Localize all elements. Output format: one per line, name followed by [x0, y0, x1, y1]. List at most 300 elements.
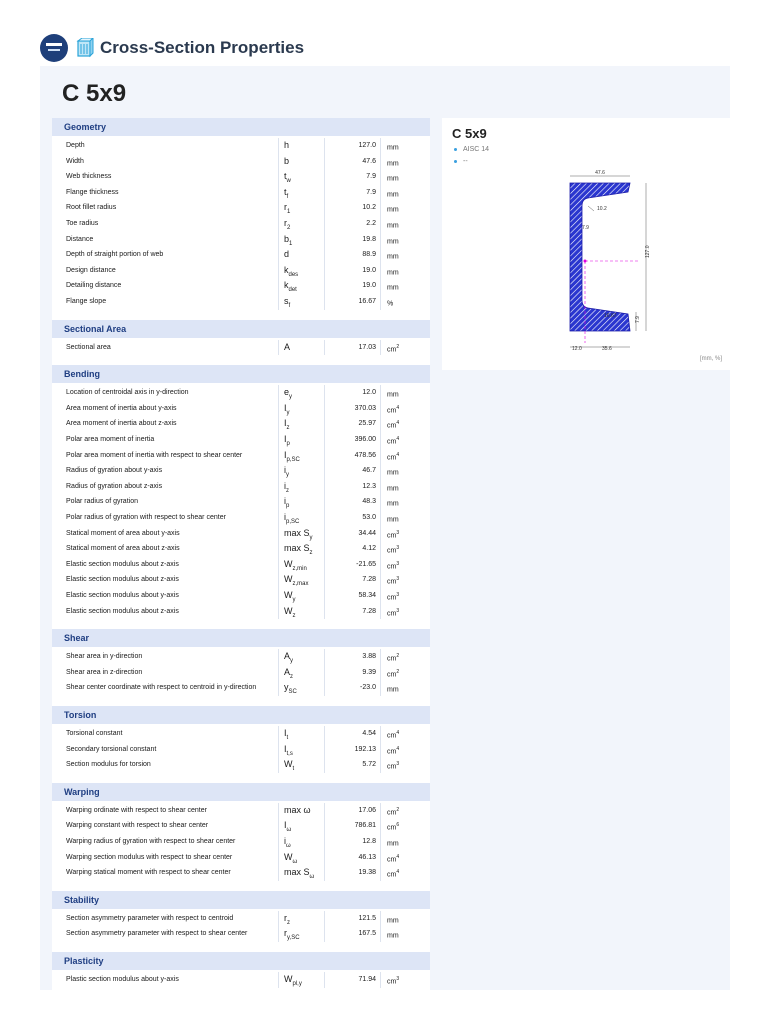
- unit-main: cm: [387, 978, 397, 986]
- unit-main: mm: [387, 485, 399, 493]
- unit-main: cm: [387, 594, 397, 602]
- symbol-subscript: y: [286, 471, 289, 478]
- unit-main: cm: [387, 809, 397, 817]
- property-row: [52, 665, 430, 681]
- column-divider: [278, 803, 279, 881]
- unit-exponent: 4: [396, 745, 400, 752]
- unit-exponent: 2: [396, 343, 400, 350]
- property-description: Flange thickness: [66, 188, 119, 196]
- unit-exponent: 2: [396, 653, 400, 660]
- symbol-main: d: [284, 249, 290, 260]
- property-symbol: [284, 926, 300, 946]
- property-symbol: [284, 865, 314, 885]
- column-divider: [278, 340, 279, 356]
- property-value: 167.5: [358, 930, 376, 938]
- symbol-main: max ω: [284, 804, 311, 815]
- property-value: 3.88: [362, 653, 376, 661]
- slope-dim-label: 16.67: [604, 313, 617, 319]
- symbol-subscript: 1: [289, 240, 293, 247]
- unit-main: cm: [387, 824, 397, 832]
- property-value: 4.12: [362, 545, 376, 553]
- property-symbol: [284, 340, 290, 360]
- property-row: [52, 278, 430, 294]
- property-row: [52, 185, 430, 201]
- property-row: [52, 757, 430, 773]
- panel-title: C 5x9: [452, 126, 487, 141]
- units-note: [mm, %]: [700, 356, 722, 362]
- property-value: 71.94: [358, 976, 376, 983]
- unit-main: cm: [387, 563, 397, 571]
- symbol-subscript: w: [286, 177, 291, 184]
- column-divider: [324, 972, 325, 988]
- symbol-main: i: [284, 836, 286, 846]
- property-value: 17.03: [358, 343, 376, 351]
- column-divider: [324, 911, 325, 942]
- symbol-main: W: [284, 590, 293, 600]
- symbol-subscript: pl,y: [292, 980, 302, 987]
- property-row: [52, 972, 430, 988]
- column-divider: [380, 138, 381, 310]
- symbol-main: I: [284, 820, 287, 831]
- symbol-main: e: [284, 387, 290, 398]
- unit-main: cm: [387, 453, 397, 461]
- unit-main: mm: [387, 840, 399, 848]
- property-row: [52, 649, 430, 665]
- property-description: Depth of straight portion of web: [66, 251, 164, 259]
- section-header: Sectional Area: [52, 320, 430, 338]
- property-symbol: [284, 757, 294, 777]
- property-description: Elastic section modulus about z-axis: [66, 576, 179, 584]
- cross-section-panel: [442, 118, 730, 370]
- property-row: [52, 572, 430, 588]
- app-title: Cross-Section Properties: [100, 38, 305, 57]
- property-row: [52, 834, 430, 850]
- symbol-main: W: [284, 558, 293, 569]
- column-divider: [380, 649, 381, 696]
- properties-table: [52, 118, 430, 990]
- column-divider: [324, 138, 325, 310]
- property-row: [52, 803, 430, 819]
- symbol-main: I: [284, 449, 287, 460]
- unit-main: mm: [387, 175, 399, 183]
- column-divider: [380, 726, 381, 773]
- symbol-subscript: y: [309, 534, 313, 541]
- section-header: Torsion: [52, 706, 430, 724]
- property-unit: [387, 294, 393, 312]
- unit-exponent: 3: [396, 576, 400, 583]
- property-value: 7.9: [366, 173, 376, 181]
- property-description: Width: [66, 157, 84, 165]
- symbol-subscript: p: [286, 440, 290, 447]
- property-symbol: [284, 294, 290, 314]
- property-row: [52, 138, 430, 154]
- unit-exponent: 3: [396, 592, 400, 598]
- section-header: Warping: [52, 783, 430, 801]
- property-description: Detailing distance: [66, 282, 122, 290]
- symbol-main: r: [284, 928, 287, 939]
- section-header: Geometry: [52, 118, 430, 136]
- symbol-main: i: [284, 496, 286, 507]
- property-value: 19.38: [358, 869, 376, 877]
- property-description: Section modulus for torsion: [66, 761, 151, 769]
- property-row: [52, 169, 430, 185]
- property-symbol: [284, 972, 302, 990]
- symbol-subscript: z: [292, 612, 296, 619]
- property-description: Secondary torsional constant: [66, 745, 157, 753]
- symbol-main: I: [284, 434, 287, 444]
- symbol-main: W: [284, 974, 293, 984]
- property-value: 192.13: [354, 745, 376, 753]
- property-row: [52, 232, 430, 248]
- property-value: 127.0: [358, 142, 376, 149]
- web-dim-label: 7.9: [582, 225, 589, 231]
- property-value: 370.03: [354, 404, 376, 412]
- property-row: [52, 463, 430, 479]
- section-header: Shear: [52, 629, 430, 647]
- column-divider: [278, 385, 279, 619]
- symbol-subscript: ω: [292, 858, 298, 865]
- property-description: Location of centroidal axis in y-direction: [66, 389, 189, 397]
- symbol-subscript: t: [286, 734, 289, 741]
- property-row: [52, 911, 430, 927]
- property-description: Elastic section modulus about z-axis: [66, 560, 179, 568]
- property-row: [52, 557, 430, 573]
- unit-exponent: 4: [396, 451, 400, 458]
- unit-exponent: 2: [396, 668, 400, 675]
- column-divider: [278, 972, 279, 988]
- unit-exponent: 4: [396, 404, 400, 411]
- symbol-subscript: ω: [286, 827, 292, 834]
- column-divider: [278, 911, 279, 942]
- unit-main: cm: [387, 871, 397, 879]
- unit-main: cm: [387, 345, 397, 353]
- symbol-subscript: z: [286, 487, 289, 494]
- symbol-main: b: [284, 233, 290, 244]
- unit-main: mm: [387, 284, 399, 292]
- property-description: Warping ordinate with respect to shear center: [66, 806, 207, 814]
- property-row: [52, 742, 430, 758]
- symbol-main: s: [284, 296, 289, 306]
- unit-exponent: 3: [396, 976, 400, 982]
- column-divider: [324, 803, 325, 881]
- property-description: Statical moment of area about y-axis: [66, 529, 180, 537]
- symbol-main: i: [284, 512, 286, 522]
- property-unit: [387, 680, 399, 698]
- unit-exponent: 3: [396, 560, 400, 567]
- symbol-subscript: f: [286, 193, 289, 200]
- symbol-subscript: z: [309, 549, 313, 556]
- property-value: 47.6: [362, 157, 376, 165]
- property-description: Area moment of inertia about y-axis: [66, 404, 177, 412]
- property-unit: [387, 340, 399, 358]
- property-unit: [387, 604, 399, 622]
- unit-main: cm: [387, 671, 397, 679]
- symbol-main: A: [284, 651, 291, 662]
- page-title: C 5x9: [62, 80, 127, 107]
- unit-main: mm: [387, 159, 399, 167]
- column-divider: [324, 649, 325, 696]
- unit-main: mm: [387, 269, 399, 277]
- symbol-main: k: [284, 280, 289, 291]
- symbol-main: t: [284, 186, 287, 197]
- property-description: Polar area moment of inertia with respect to shear center: [66, 451, 243, 459]
- extra-label: --: [463, 158, 468, 165]
- property-description: Shear center coordinate with respect to centroid in y-direction: [66, 684, 257, 692]
- property-description: Shear area in y-direction: [66, 653, 143, 661]
- property-unit: [387, 757, 399, 775]
- unit-main: mm: [387, 191, 399, 199]
- property-description: Toe radius: [66, 220, 99, 227]
- unit-exponent: 4: [396, 869, 400, 876]
- unit-exponent: 3: [396, 529, 400, 536]
- unit-main: cm: [387, 763, 397, 771]
- symbol-subscript: y: [286, 409, 290, 416]
- symbol-main: r: [284, 202, 287, 213]
- symbol-subscript: SC: [288, 689, 297, 696]
- property-description: Warping constant with respect to shear center: [66, 822, 209, 830]
- symbol-subscript: t: [292, 765, 295, 772]
- property-value: 10.2: [362, 204, 376, 212]
- property-unit: [387, 865, 399, 883]
- property-unit: [387, 926, 399, 944]
- column-divider: [380, 803, 381, 881]
- unit-exponent: 6: [396, 822, 400, 829]
- property-description: Statical moment of area about z-axis: [66, 545, 180, 553]
- symbol-subscript: p,SC: [286, 518, 300, 525]
- symbol-main: r: [284, 912, 287, 923]
- unit-main: cm: [387, 407, 397, 415]
- symbol-main: W: [284, 851, 293, 862]
- property-row: [52, 850, 430, 866]
- property-description: Web thickness: [66, 173, 112, 181]
- unit-exponent: 4: [396, 420, 400, 427]
- property-row: [52, 604, 430, 620]
- symbol-subscript: p,SC: [286, 456, 300, 463]
- property-row: [52, 340, 430, 356]
- symbol-subscript: z: [287, 919, 290, 926]
- column-divider: [324, 385, 325, 619]
- symbol-main: i: [284, 480, 286, 491]
- property-value: 16.67: [358, 298, 376, 305]
- unit-exponent: 2: [396, 806, 400, 813]
- property-value: 19.0: [362, 282, 376, 290]
- symbol-main: A: [284, 341, 291, 352]
- unit-main: mm: [387, 391, 399, 399]
- column-divider: [380, 340, 381, 356]
- unit-main: mm: [387, 516, 399, 524]
- section-header: Bending: [52, 365, 430, 383]
- symbol-subscript: f: [288, 302, 291, 309]
- symbol-main: W: [284, 574, 293, 585]
- symbol-main: I: [284, 728, 287, 738]
- unit-main: cm: [387, 531, 397, 539]
- property-value: 17.06: [358, 806, 376, 814]
- property-value: 53.0: [362, 514, 376, 521]
- symbol-main: max S: [284, 543, 310, 554]
- unit-exponent: 3: [396, 761, 400, 768]
- symbol-subscript: ω: [309, 873, 315, 880]
- property-value: 9.39: [362, 668, 376, 676]
- property-description: Warping radius of gyration with respect to shear center: [66, 838, 236, 845]
- unit-main: mm: [387, 222, 399, 230]
- property-value: 19.8: [362, 235, 376, 243]
- column-divider: [324, 340, 325, 356]
- unit-main: cm: [387, 422, 397, 430]
- property-row: [52, 510, 430, 526]
- unit-main: cm: [387, 732, 397, 740]
- property-value: 4.54: [362, 730, 376, 737]
- property-value: 34.44: [358, 529, 376, 537]
- unit-main: cm: [387, 747, 397, 755]
- property-row: [52, 726, 430, 742]
- property-row: [52, 541, 430, 557]
- symbol-main: I: [284, 743, 287, 754]
- property-description: Elastic section modulus about y-axis: [66, 592, 179, 599]
- property-row: [52, 432, 430, 448]
- dlubal-logo: [40, 34, 68, 62]
- property-value: 7.9: [366, 188, 376, 196]
- unit-main: cm: [387, 855, 397, 863]
- property-unit: [387, 972, 399, 990]
- symbol-main: y: [284, 682, 289, 693]
- symbol-main: t: [284, 171, 287, 182]
- column-divider: [278, 138, 279, 310]
- section-properties-icon: [76, 38, 94, 58]
- property-description: Depth: [66, 142, 85, 149]
- property-value: 786.81: [354, 822, 376, 830]
- property-row: [52, 385, 430, 401]
- property-description: Polar radius of gyration with respect to shear center: [66, 514, 226, 521]
- unit-main: cm: [387, 578, 397, 586]
- column-divider: [278, 649, 279, 696]
- property-value: 2.2: [366, 220, 376, 227]
- property-row: [52, 526, 430, 542]
- symbol-main: k: [284, 264, 289, 275]
- unit-main: mm: [387, 237, 399, 245]
- property-value: -23.0: [360, 684, 376, 692]
- unit-main: %: [387, 300, 394, 308]
- unit-exponent: 3: [396, 607, 400, 614]
- property-value: 5.72: [362, 761, 376, 769]
- symbol-main: max S: [284, 867, 310, 878]
- section-header: Plasticity: [52, 952, 430, 970]
- symbol-subscript: p: [286, 503, 290, 510]
- symbol-subscript: y,SC: [287, 935, 300, 942]
- property-description: Polar area moment of inertia: [66, 436, 155, 443]
- ysc-dim-label: 35.6: [602, 346, 612, 352]
- property-value: 19.0: [362, 266, 376, 274]
- unit-main: mm: [387, 686, 399, 694]
- property-value: 25.97: [358, 420, 376, 428]
- property-value: 48.3: [362, 498, 376, 506]
- property-row: [52, 926, 430, 942]
- column-divider: [324, 726, 325, 773]
- property-row: [52, 263, 430, 279]
- property-description: Area moment of inertia about z-axis: [66, 420, 177, 428]
- symbol-subscript: z: [286, 425, 290, 432]
- property-symbol: [284, 604, 296, 624]
- toe-dim-label: 7.9: [635, 316, 641, 323]
- symbol-subscript: 1: [287, 209, 291, 216]
- property-row: [52, 448, 430, 464]
- property-description: Warping section modulus with respect to shear center: [66, 853, 233, 861]
- property-description: Elastic section modulus about z-axis: [66, 607, 179, 615]
- property-row: [52, 865, 430, 881]
- property-description: Root fillet radius: [66, 204, 117, 212]
- unit-main: mm: [387, 469, 399, 477]
- property-row: [52, 588, 430, 604]
- property-description: Shear area in z-direction: [66, 668, 143, 676]
- unit-exponent: 4: [396, 730, 400, 736]
- symbol-subscript: y: [292, 596, 296, 603]
- unit-main: cm: [387, 438, 397, 446]
- unit-main: mm: [387, 932, 399, 940]
- property-description: Section asymmetry parameter with respect to shear center: [66, 930, 248, 938]
- symbol-subscript: t,s: [286, 750, 293, 757]
- symbol-subscript: z,max: [292, 581, 309, 588]
- property-description: Section asymmetry parameter with respect to centroid: [66, 914, 234, 922]
- property-description: Torsional constant: [66, 730, 123, 737]
- property-description: Radius of gyration about y-axis: [66, 467, 163, 475]
- property-value: 121.5: [358, 914, 376, 922]
- symbol-main: I: [284, 418, 287, 429]
- property-description: Flange slope: [66, 298, 107, 305]
- symbol-main: h: [284, 140, 290, 150]
- section-header: Stability: [52, 891, 430, 909]
- property-row: [52, 494, 430, 510]
- property-description: Design distance: [66, 266, 116, 274]
- width-dim-label: 47.6: [595, 170, 605, 176]
- height-dim-label: 127.0: [645, 245, 651, 258]
- unit-exponent: 3: [396, 545, 400, 552]
- unit-exponent: 4: [396, 853, 400, 860]
- symbol-subscript: det: [288, 287, 297, 294]
- property-row: [52, 294, 430, 310]
- unit-exponent: 4: [396, 436, 400, 442]
- property-row: [52, 154, 430, 170]
- property-value: 12.3: [362, 482, 376, 490]
- property-value: 396.00: [354, 436, 376, 443]
- symbol-subscript: y: [290, 657, 294, 664]
- standard-label: AISC 14: [463, 146, 490, 153]
- property-row: [52, 479, 430, 495]
- symbol-main: max S: [284, 527, 310, 538]
- symbol-main: W: [284, 605, 293, 616]
- property-row: [52, 416, 430, 432]
- property-description: Distance: [66, 235, 94, 243]
- property-description: Polar radius of gyration: [66, 498, 138, 506]
- symbol-subscript: y: [289, 393, 293, 400]
- unit-main: mm: [387, 500, 399, 508]
- symbol-main: I: [284, 402, 287, 413]
- unit-main: cm: [387, 655, 397, 663]
- property-description: Sectional area: [66, 343, 111, 351]
- unit-main: mm: [387, 206, 399, 214]
- column-divider: [278, 726, 279, 773]
- symbol-subscript: z,min: [292, 565, 307, 572]
- property-value: 7.28: [362, 576, 376, 584]
- property-value: 12.0: [362, 389, 376, 397]
- channel-section-drawing: [442, 118, 730, 370]
- unit-main: mm: [387, 253, 399, 261]
- property-value: 88.9: [362, 251, 376, 259]
- property-value: 46.7: [362, 467, 376, 475]
- unit-main: cm: [387, 547, 397, 555]
- property-value: -21.65: [356, 560, 376, 568]
- symbol-subscript: des: [288, 271, 299, 278]
- column-divider: [380, 972, 381, 988]
- symbol-main: A: [284, 666, 291, 677]
